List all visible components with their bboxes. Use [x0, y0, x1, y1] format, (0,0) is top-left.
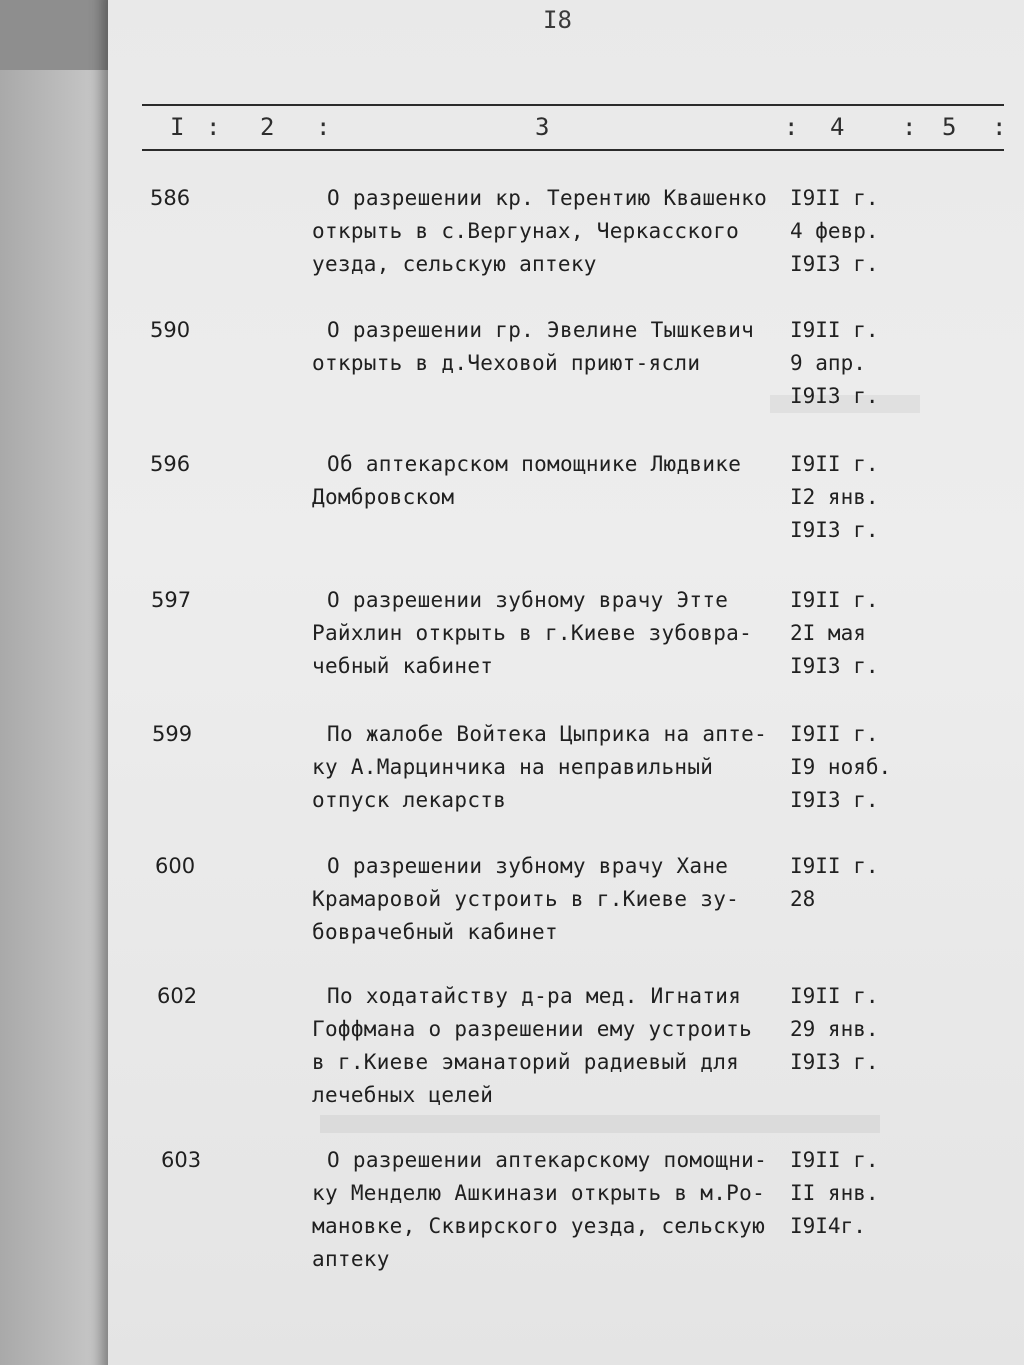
entry-text-line: По жалобе Войтека Цыприка на апте-: [327, 722, 768, 746]
entry-text-line: О разрешении зубному врачу Хане: [327, 854, 729, 878]
entry-text-line: Домбровском: [312, 485, 455, 509]
entry-text-line: Райхлин открыть в г.Киеве зубовра-: [312, 621, 753, 645]
entry-date-line: I9II г.: [790, 984, 879, 1008]
entry-text-line: Гоффмана о разрешении ему устроить: [312, 1017, 753, 1041]
entry-text-line: аптеку: [312, 1247, 390, 1271]
header-col-2: 2: [260, 113, 275, 141]
entry-date-line: 9 апр.: [790, 351, 866, 375]
entry-text-line: О разрешении гр. Эвелине Тышкевич: [327, 318, 755, 342]
entry-text-line: в г.Киеве эманаторий радиевый для: [312, 1050, 740, 1074]
entry-date-line: I9II г.: [790, 318, 879, 342]
bleed-through-area: [320, 1115, 880, 1133]
entry-date-line: I9I4г.: [790, 1214, 866, 1238]
entry-date-line: 29 янв.: [790, 1017, 879, 1041]
entry-text-line: уезда, сельскую аптеку: [312, 252, 597, 276]
entry-date-line: 4 февр.: [790, 219, 879, 243]
entry-date-line: I9I3 г.: [790, 252, 879, 276]
entry-date-line: 28: [790, 887, 816, 911]
entry-text-line: О разрешении зубному врачу Этте: [327, 588, 729, 612]
entry-text-line: Об аптекарском помощнике Людвике: [327, 452, 742, 476]
entry-number: 586: [150, 186, 191, 210]
entry-date-line: I9II г.: [790, 452, 879, 476]
entry-number: 597: [151, 588, 192, 612]
entry-number: 590: [150, 318, 191, 342]
entry-text-line: открыть в с.Вергунах, Черкасского: [312, 219, 740, 243]
entry-date-line: I9II г.: [790, 854, 879, 878]
header-separator: :: [316, 113, 331, 141]
entry-number: 596: [150, 452, 191, 476]
entry-date-line: I9II г.: [790, 1148, 879, 1172]
entry-text-line: отпуск лекарств: [312, 788, 507, 812]
entry-text-line: ку Менделю Ашкинази открыть в м.Ро-: [312, 1181, 766, 1205]
header-col-4: 4: [830, 113, 845, 141]
entry-text-line: О разрешении аптекарскому помощни-: [327, 1148, 768, 1172]
entry-date-line: I2 янв.: [790, 485, 879, 509]
entry-date-line: I9I3 г.: [790, 1050, 879, 1074]
entry-date-line: I9II г.: [790, 186, 879, 210]
entry-date-line: 2I мая: [790, 621, 866, 645]
header-separator: :: [992, 113, 1007, 141]
entry-text-line: мановке, Сквирского уезда, сельскую: [312, 1214, 766, 1238]
entry-text-line: открыть в д.Чеховой приют-ясли: [312, 351, 701, 375]
entry-text-line: О разрешении кр. Терентию Квашенко: [327, 186, 768, 210]
entry-text-line: чебный кабинет: [312, 654, 494, 678]
header-col-5: 5: [942, 113, 957, 141]
entry-date-line: I9II г.: [790, 588, 879, 612]
page-number: I8: [543, 6, 572, 34]
header-col-1: I: [170, 113, 185, 141]
header-separator: :: [784, 113, 799, 141]
entry-text-line: Крамаровой устроить в г.Киеве зу-: [312, 887, 740, 911]
entry-date-line: I9 нояб.: [790, 755, 892, 779]
entry-number: 600: [155, 854, 196, 878]
header-bottom-rule: [142, 149, 1004, 151]
entry-number: 602: [157, 984, 198, 1008]
entry-text-line: лечебных целей: [312, 1083, 494, 1107]
entry-number: 599: [152, 722, 193, 746]
entry-text-line: боврачебный кабинет: [312, 920, 558, 944]
entry-text-line: По ходатайству д-ра мед. Игнатия: [327, 984, 742, 1008]
header-col-3: 3: [535, 113, 550, 141]
header-top-rule: [142, 104, 1004, 106]
entry-date-line: II янв.: [790, 1181, 879, 1205]
entry-date-line: I9II г.: [790, 722, 879, 746]
entry-date-line: I9I3 г.: [790, 654, 879, 678]
header-separator: :: [206, 113, 221, 141]
entry-date-line: I9I3 г.: [790, 518, 879, 542]
entry-number: 603: [161, 1148, 202, 1172]
header-separator: :: [902, 113, 917, 141]
entry-text-line: ку А.Марцинчика на неправильный: [312, 755, 714, 779]
entry-date-line: I9I3 г.: [790, 788, 879, 812]
entry-date-line: I9I3 г.: [790, 384, 879, 408]
